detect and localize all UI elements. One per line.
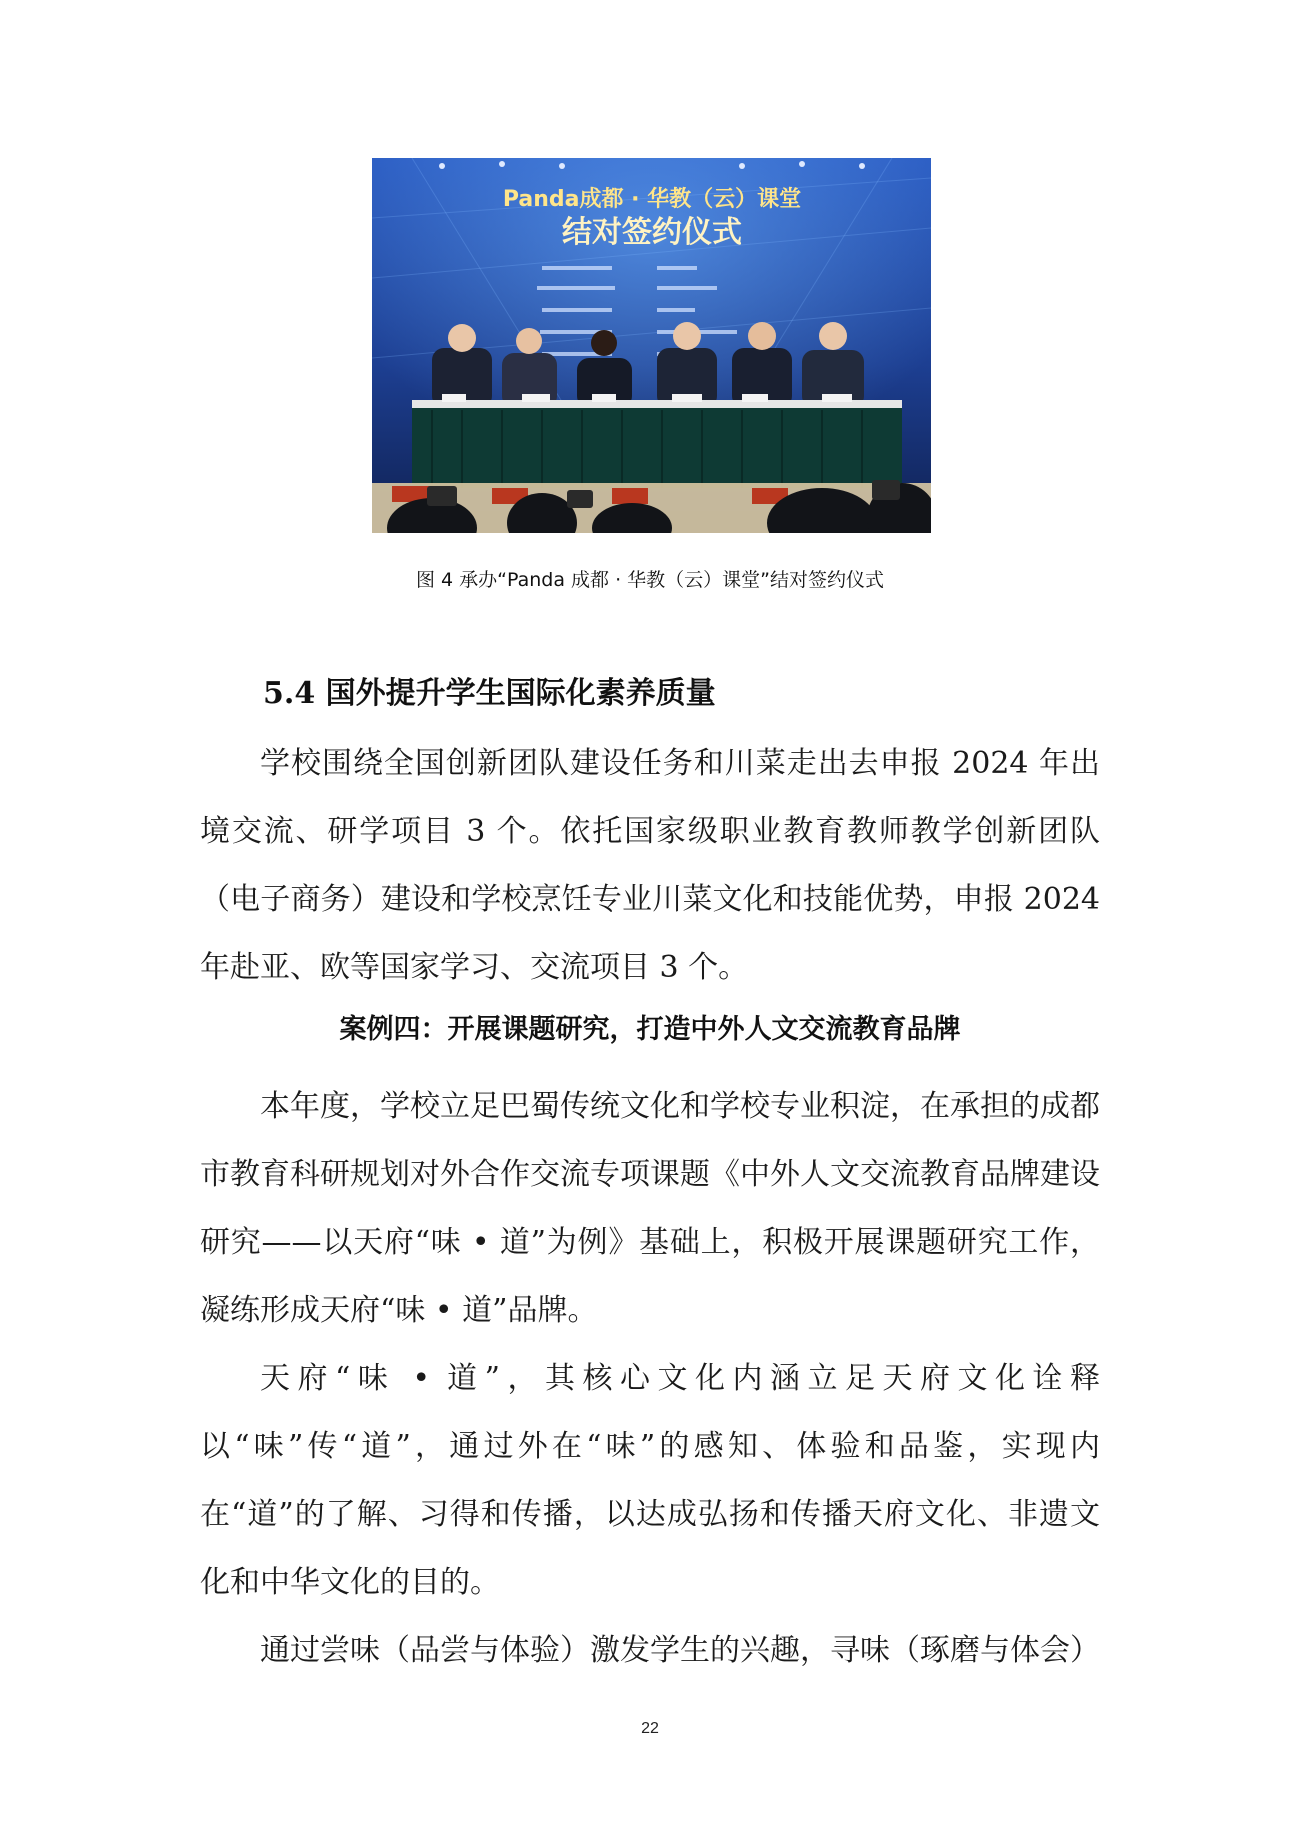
- page-number: 22: [641, 1720, 659, 1737]
- image-title-line2: 结对签约仪式: [562, 215, 742, 250]
- case-paragraph-1: 本年度，学校立足巴蜀传统文化和学校专业积淀，在承担的成都市教育科研规划对外合作交流专项课题《中外人文交流教育品牌建设研究——以天府“味 • 道”为例》基础上，积极开展课题研究工作，凝练形成天府“味 • 道”品牌。: [200, 1089, 1100, 1328]
- section-body: [200, 730, 1100, 1002]
- figure-caption: 图 4 承办“Panda 成都 · 华教（云）课堂”结对签约仪式: [415, 569, 884, 591]
- section-heading: 5.4 国外提升学生国际化素养质量: [263, 676, 716, 711]
- case-paragraph-2: 天府“味 • 道”，其核心文化内涵立足天府文化诠释以“味”传“道”，通过外在“味”的感知、体验和品鉴，实现内在“道”的了解、习得和传播，以达成弘扬和传播天府文化、非遗文化和中华文化的目的。: [200, 1361, 1100, 1600]
- case-body: [200, 1073, 1100, 1685]
- signing-ceremony-photo: [372, 158, 931, 533]
- section-paragraph: 学校围绕全国创新团队建设任务和川菜走出去申报 2024 年出境交流、研学项目 3 个。依托国家级职业教育教师教学创新团队（电子商务）建设和学校烹饪专业川菜文化和技能优势，申报 2024 年赴亚、欧等国家学习、交流项目 3 个。: [200, 746, 1100, 985]
- case-title: 案例四：开展课题研究，打造中外人文交流教育品牌: [339, 1014, 961, 1045]
- case-paragraph-3: 通过尝味（品尝与体验）激发学生的兴趣，寻味（琢磨与体会）: [260, 1633, 1100, 1668]
- image-title-line1: Panda成都 · 华教（云）课堂: [502, 187, 802, 212]
